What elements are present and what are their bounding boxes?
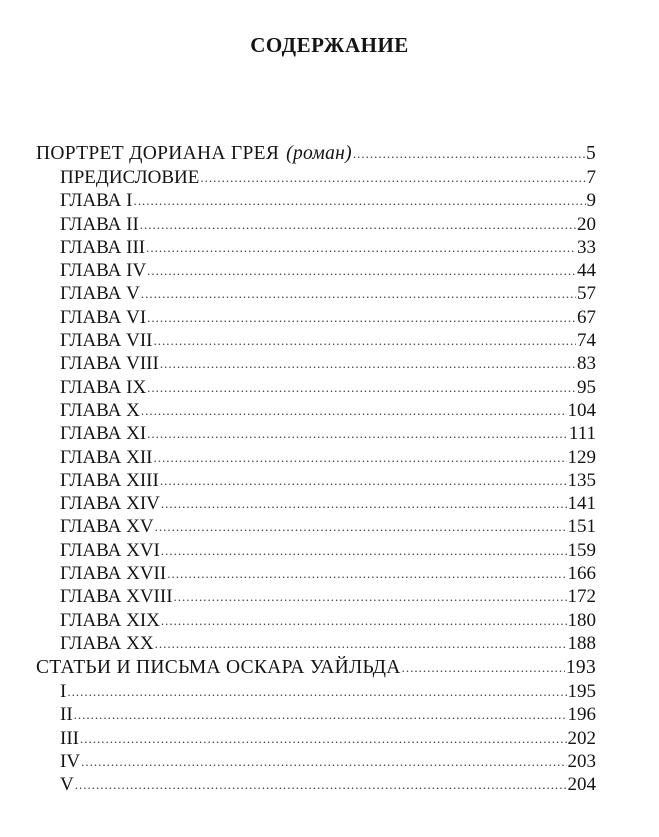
page-number: 151 bbox=[567, 516, 596, 538]
toc-entry[interactable] bbox=[36, 750, 596, 773]
section-title: СТАТЬИ И ПИСЬМА ОСКАРА УАЙЛЬДА bbox=[36, 657, 401, 678]
page-number: 67 bbox=[577, 306, 596, 328]
page-number: 33 bbox=[577, 236, 596, 258]
dot-leader bbox=[200, 166, 585, 189]
page-number: 193 bbox=[565, 657, 596, 678]
page-number: 7 bbox=[586, 167, 596, 188]
toc-entry[interactable] bbox=[36, 189, 596, 212]
page-number: 74 bbox=[577, 330, 596, 352]
entry-label: ГЛАВА XIV bbox=[60, 493, 160, 515]
toc-entry[interactable] bbox=[36, 446, 596, 469]
toc-part-novel bbox=[36, 142, 596, 655]
entry-label: ГЛАВА II bbox=[60, 213, 139, 235]
entry-label: ГЛАВА VIII bbox=[60, 353, 159, 375]
entry-label: III bbox=[60, 727, 79, 749]
toc-entry[interactable] bbox=[36, 376, 596, 399]
page-number: 159 bbox=[567, 539, 596, 561]
dot-leader bbox=[75, 773, 567, 796]
entry-label: I bbox=[60, 681, 67, 702]
dot-leader bbox=[160, 469, 567, 492]
dot-leader bbox=[133, 189, 585, 212]
dot-leader bbox=[161, 609, 567, 632]
dot-leader bbox=[67, 680, 566, 703]
page-number: 196 bbox=[567, 704, 596, 726]
toc-entry[interactable] bbox=[36, 282, 596, 305]
toc-entry[interactable] bbox=[36, 352, 596, 375]
toc-entry[interactable] bbox=[36, 399, 596, 422]
toc-section-entry[interactable] bbox=[36, 656, 596, 680]
toc-entry[interactable] bbox=[36, 236, 596, 259]
entry-label: V bbox=[60, 774, 74, 796]
page-number: 20 bbox=[577, 213, 596, 235]
toc-section-entry[interactable] bbox=[36, 142, 596, 166]
entry-label: ГЛАВА IV bbox=[60, 260, 147, 282]
entry-label: ГЛАВА XII bbox=[60, 446, 153, 468]
entry-label: ГЛАВА III bbox=[60, 236, 146, 258]
entry-label: ГЛАВА VII bbox=[60, 330, 153, 352]
toc-entry[interactable] bbox=[36, 492, 596, 515]
dot-leader bbox=[147, 259, 576, 282]
toc-entry[interactable] bbox=[36, 609, 596, 632]
entry-label: ГЛАВА X bbox=[60, 399, 140, 421]
toc-entry[interactable] bbox=[36, 306, 596, 329]
toc-entry[interactable] bbox=[36, 166, 596, 189]
toc-entry[interactable] bbox=[36, 727, 596, 750]
page-number: 202 bbox=[567, 727, 596, 749]
entry-label: ГЛАВА VI bbox=[60, 306, 147, 328]
page-number: 5 bbox=[585, 143, 596, 164]
page-number: 180 bbox=[567, 609, 596, 631]
page-number: 95 bbox=[577, 376, 596, 398]
toc-entry[interactable] bbox=[36, 680, 596, 703]
toc-entry[interactable] bbox=[36, 632, 596, 655]
entry-label: ГЛАВА V bbox=[60, 283, 140, 305]
toc-entry[interactable] bbox=[36, 329, 596, 352]
page-number: 135 bbox=[567, 469, 596, 491]
dot-leader bbox=[147, 422, 568, 445]
dot-leader bbox=[74, 703, 567, 726]
page-number: 83 bbox=[577, 353, 596, 375]
dot-leader bbox=[141, 399, 567, 422]
entry-label: ГЛАВА XI bbox=[60, 423, 147, 445]
toc-part-articles bbox=[36, 656, 596, 796]
dot-leader bbox=[155, 515, 567, 538]
page-number: 111 bbox=[568, 423, 596, 445]
section-title: ПОРТРЕТ ДОРИАНА ГРЕЯ bbox=[36, 143, 280, 164]
entry-label: ГЛАВА XIII bbox=[60, 469, 159, 491]
dot-leader bbox=[353, 142, 585, 166]
dot-leader bbox=[141, 282, 576, 305]
page-number: 204 bbox=[567, 774, 596, 796]
entry-label: II bbox=[60, 704, 73, 726]
toc-entry[interactable] bbox=[36, 773, 596, 796]
article-list bbox=[36, 680, 596, 796]
page-number: 9 bbox=[586, 190, 596, 212]
dot-leader bbox=[140, 213, 576, 236]
toc-entry[interactable] bbox=[36, 422, 596, 445]
entry-label: ГЛАВА IX bbox=[60, 376, 147, 398]
page-number: 203 bbox=[567, 750, 596, 772]
dot-leader bbox=[155, 632, 567, 655]
page-number: 129 bbox=[567, 446, 596, 468]
entry-label: ГЛАВА XVI bbox=[60, 539, 160, 561]
dot-leader bbox=[154, 329, 577, 352]
page-title: СОДЕРЖАНИЕ bbox=[250, 33, 409, 57]
section-genre: (роман) bbox=[286, 143, 352, 164]
page-number: 166 bbox=[567, 563, 596, 585]
toc-entry[interactable] bbox=[36, 585, 596, 608]
page-number: 104 bbox=[567, 399, 596, 421]
dot-leader bbox=[81, 750, 566, 773]
dot-leader bbox=[154, 446, 567, 469]
dot-leader bbox=[80, 727, 567, 750]
page-number: 44 bbox=[577, 260, 596, 282]
dot-leader bbox=[146, 236, 576, 259]
toc-entry[interactable] bbox=[36, 259, 596, 282]
entry-label: ГЛАВА XVIII bbox=[60, 586, 173, 608]
toc-entry[interactable] bbox=[36, 539, 596, 562]
toc-entry[interactable] bbox=[36, 515, 596, 538]
dot-leader bbox=[402, 656, 565, 680]
dot-leader bbox=[147, 376, 576, 399]
entry-label: IV bbox=[60, 750, 81, 772]
dot-leader bbox=[161, 492, 567, 515]
toc-entry[interactable] bbox=[36, 469, 596, 492]
entry-label: ГЛАВА XX bbox=[60, 632, 154, 654]
entry-label: ГЛАВА XIX bbox=[60, 609, 160, 631]
page-number: 57 bbox=[577, 283, 596, 305]
chapter-list bbox=[36, 166, 596, 655]
entry-label: ГЛАВА I bbox=[60, 190, 133, 212]
dot-leader bbox=[147, 306, 576, 329]
page-number: 188 bbox=[567, 632, 596, 654]
dot-leader bbox=[167, 562, 566, 585]
entry-label: ГЛАВА XV bbox=[60, 516, 154, 538]
entry-label: ГЛАВА XVII bbox=[60, 563, 167, 585]
entry-label: ПРЕДИСЛОВИЕ bbox=[60, 167, 200, 188]
toc-entry[interactable] bbox=[36, 213, 596, 236]
page-number: 141 bbox=[567, 493, 596, 515]
page-number: 195 bbox=[567, 681, 596, 702]
dot-leader bbox=[160, 352, 576, 375]
dot-leader bbox=[161, 539, 567, 562]
page-number: 172 bbox=[567, 586, 596, 608]
toc-entry[interactable] bbox=[36, 562, 596, 585]
dot-leader bbox=[174, 585, 567, 608]
toc-entry[interactable] bbox=[36, 703, 596, 726]
